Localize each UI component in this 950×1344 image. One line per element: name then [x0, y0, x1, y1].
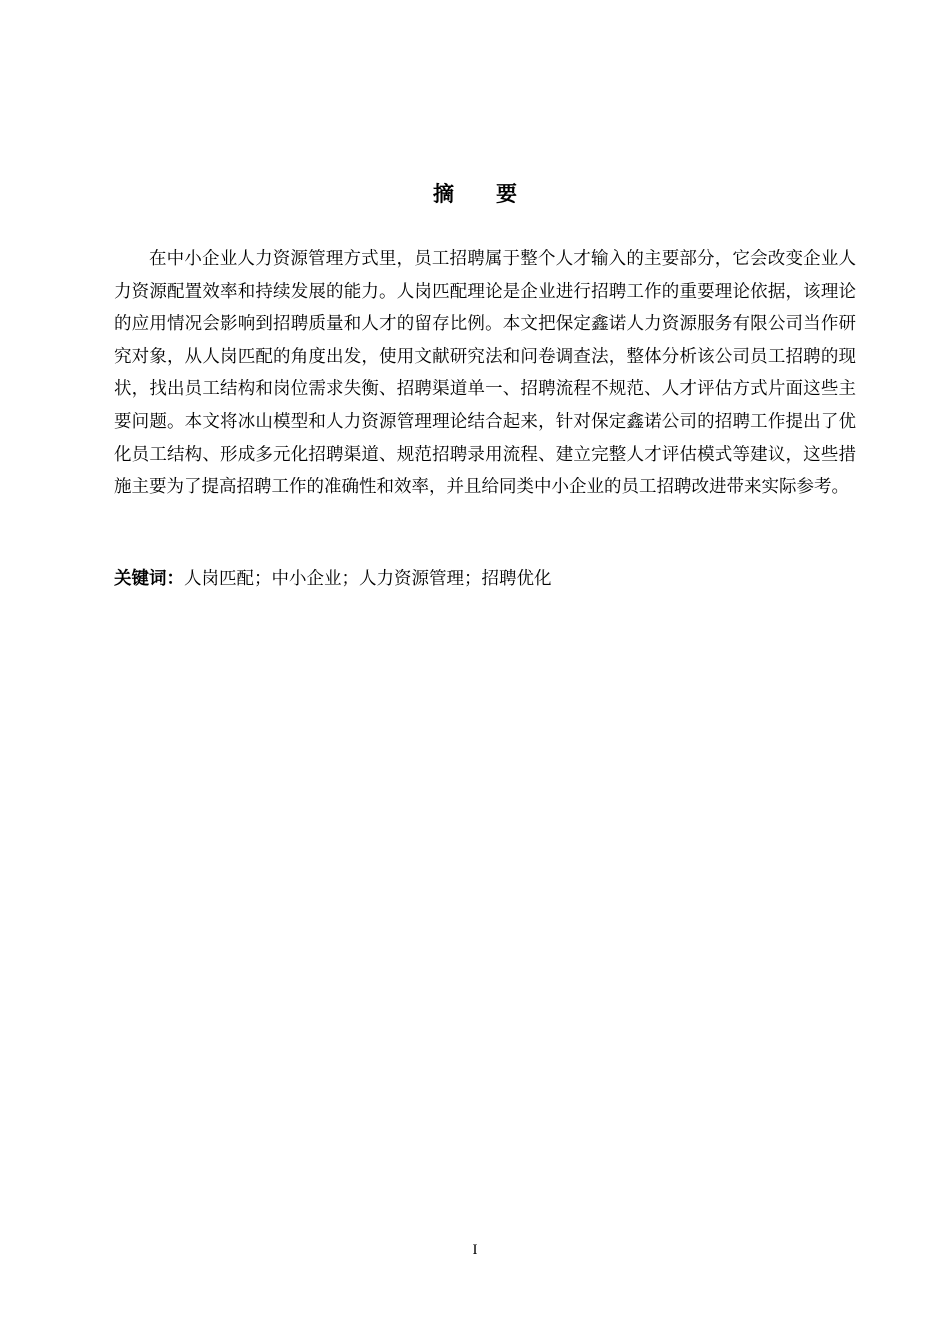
keywords-text: 人岗匹配；中小企业；人力资源管理；招聘优化	[184, 569, 552, 589]
keywords-line	[114, 563, 856, 595]
abstract-title: 摘要	[433, 182, 559, 206]
keywords-label: 关键词：	[114, 569, 184, 589]
abstract-body: 在中小企业人力资源管理方式里，员工招聘属于整个人才输入的主要部分，它会改变企业人力资源配置效率和持续发展的能力。人岗匹配理论是企业进行招聘工作的重要理论依据，该理论的应用情况会影响到招聘质量和人才的留存比例。本文把保定鑫诺人力资源服务有限公司当作研究对象，从人岗匹配的角度出发，使用文献研究法和问卷调查法，整体分析该公司员工招聘的现状，找出员工结构和岗位需求失衡、招聘渠道单一、招聘流程不规范、人才评估方式片面这些主要问题。本文将冰山模型和人力资源管理理论结合起来，针对保定鑫诺公司的招聘工作提出了优化员工结构、形成多元化招聘渠道、规范招聘录用流程、建立完整人才评估模式等建议，这些措施主要为了提高招聘工作的准确性和效率，并且给同类中小企业的员工招聘改进带来实际参考。	[114, 249, 856, 498]
page-number: I	[472, 1242, 478, 1258]
